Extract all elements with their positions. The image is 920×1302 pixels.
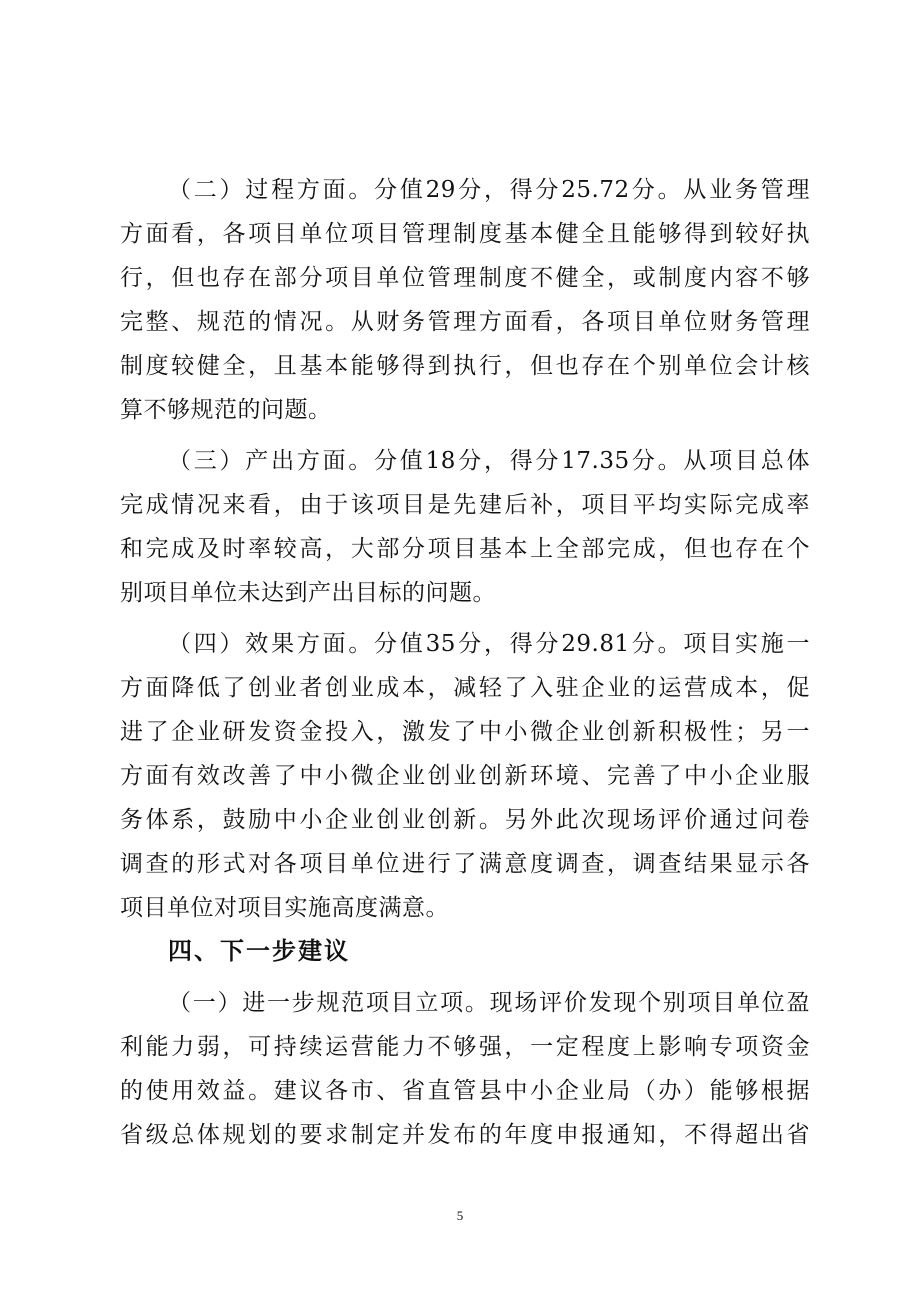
text-line: 制度较健全，且基本能够得到执行，但也存在个别单位会计核 [120, 353, 810, 379]
text-line: （二）过程方面。分值29分，得分25.72分。从业务管理 [168, 177, 810, 203]
text-line: 省级总体规划的要求制定并发布的年度申报通知，不得超出省 [120, 1122, 810, 1148]
text-line: 方面有效改善了中小微企业创业创新环境、完善了中小企业服 [120, 763, 810, 789]
text-line: 行，但也存在部分项目单位管理制度不健全，或制度内容不够 [120, 265, 810, 291]
text-line: 方面看，各项目单位项目管理制度基本健全且能够得到较好执 [120, 221, 810, 247]
page-number: 5 [456, 1208, 464, 1223]
text-line: 的使用效益。建议各市、省直管县中小企业局（办）能够根据 [120, 1078, 810, 1104]
text-line: 调查的形式对各项目单位进行了满意度调查，调查结果显示各 [120, 851, 810, 877]
section-heading: 四、下一步建议 [168, 937, 350, 965]
text-line: 务体系，鼓励中小企业创业创新。另外此次现场评价通过问卷 [120, 807, 810, 833]
text-line: 进了企业研发资金投入，激发了中小微企业创新积极性；另一 [120, 719, 810, 745]
text-line: 项目单位对项目实施高度满意。 [120, 895, 449, 921]
text-line: 完整、规范的情况。从财务管理方面看，各项目单位财务管理 [120, 309, 810, 335]
text-line: 方面降低了创业者创业成本，减轻了入驻企业的运营成本，促 [120, 675, 810, 701]
text-line: （四）效果方面。分值35分，得分29.81分。项目实施一 [168, 631, 810, 657]
text-line: （三）产出方面。分值18分，得分17.35分。从项目总体 [168, 448, 810, 474]
text-line: 利能力弱，可持续运营能力不够强，一定程度上影响专项资金 [120, 1034, 810, 1060]
text-line: 算不够规范的问题。 [120, 397, 332, 423]
text-line: 完成情况来看，由于该项目是先建后补，项目平均实际完成率 [120, 492, 810, 518]
text-line: 别项目单位未达到产出目标的问题。 [120, 580, 496, 606]
text-line: （一）进一步规范项目立项。现场评价发现个别项目单位盈 [168, 990, 810, 1016]
text-line: 和完成及时率较高，大部分项目基本上全部完成，但也存在个 [120, 536, 810, 562]
